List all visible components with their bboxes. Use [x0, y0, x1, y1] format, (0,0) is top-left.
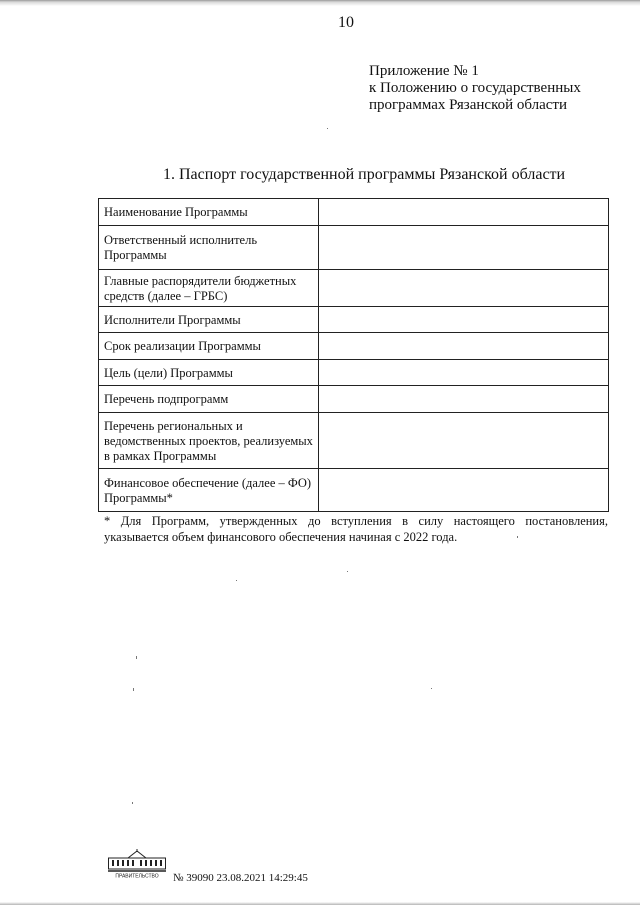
registration-datetime: 23.08.2021 14:29:45 — [216, 872, 308, 884]
number-sign: № — [173, 872, 184, 884]
row-label: Главные распорядители бюджетных средств (далее – ГРБС) — [99, 270, 319, 307]
footnote: * Для Программ, утвержденных до вступления в силу настоящего постановления, указывается объем финансового обеспечения начиная с 2022 года. — [104, 514, 608, 544]
row-value — [319, 413, 609, 469]
row-label: Перечень подпрограмм — [99, 386, 319, 413]
row-value — [319, 360, 609, 386]
appendix-line-3: программах Рязанской области — [369, 97, 568, 113]
table-row — [99, 270, 609, 307]
document-title: 1. Паспорт государственной программы Рязанской области — [163, 166, 566, 183]
scan-speck — [133, 688, 134, 691]
row-label: Цель (цели) Программы — [99, 360, 319, 386]
government-building-emblem — [108, 849, 166, 879]
row-label: Финансовое обеспечение (далее – ФО) Программы* — [99, 469, 319, 512]
scan-speck — [327, 128, 328, 129]
table-row — [99, 226, 609, 270]
appendix-line-2: к Положению о государственных — [369, 80, 581, 96]
table-row — [99, 360, 609, 386]
program-passport-table — [98, 198, 609, 512]
table-row — [99, 413, 609, 469]
registration-number: 39090 — [186, 872, 214, 884]
row-value — [319, 386, 609, 413]
scan-speck — [132, 802, 133, 804]
row-value — [319, 469, 609, 512]
table-row — [99, 199, 609, 226]
row-value — [319, 333, 609, 360]
row-value — [319, 307, 609, 333]
scan-speck — [431, 688, 432, 689]
table-row — [99, 333, 609, 360]
table-row — [99, 386, 609, 413]
appendix-line-1: Приложение № 1 — [369, 63, 479, 79]
scan-edge-top — [0, 0, 640, 6]
registration-line — [173, 872, 308, 884]
appendix-header — [369, 63, 581, 114]
row-label: Ответственный исполнитель Программы — [99, 226, 319, 270]
scan-speck — [236, 580, 237, 581]
stamp-caption: ПРАВИТЕЛЬСТВО — [115, 873, 159, 879]
row-label: Срок реализации Программы — [99, 333, 319, 360]
row-value — [319, 270, 609, 307]
table-row — [99, 307, 609, 333]
scan-speck — [136, 656, 137, 659]
scan-speck — [517, 536, 518, 538]
row-label: Наименование Программы — [99, 199, 319, 226]
scan-speck — [347, 571, 348, 572]
page-number: 10 — [338, 14, 354, 31]
table-row — [99, 469, 609, 512]
row-label: Перечень региональных и ведомственных проектов, реализуемых в рамках Программы — [99, 413, 319, 469]
stamp-graphic — [108, 849, 166, 879]
row-value — [319, 226, 609, 270]
row-value — [319, 199, 609, 226]
row-label: Исполнители Программы — [99, 307, 319, 333]
